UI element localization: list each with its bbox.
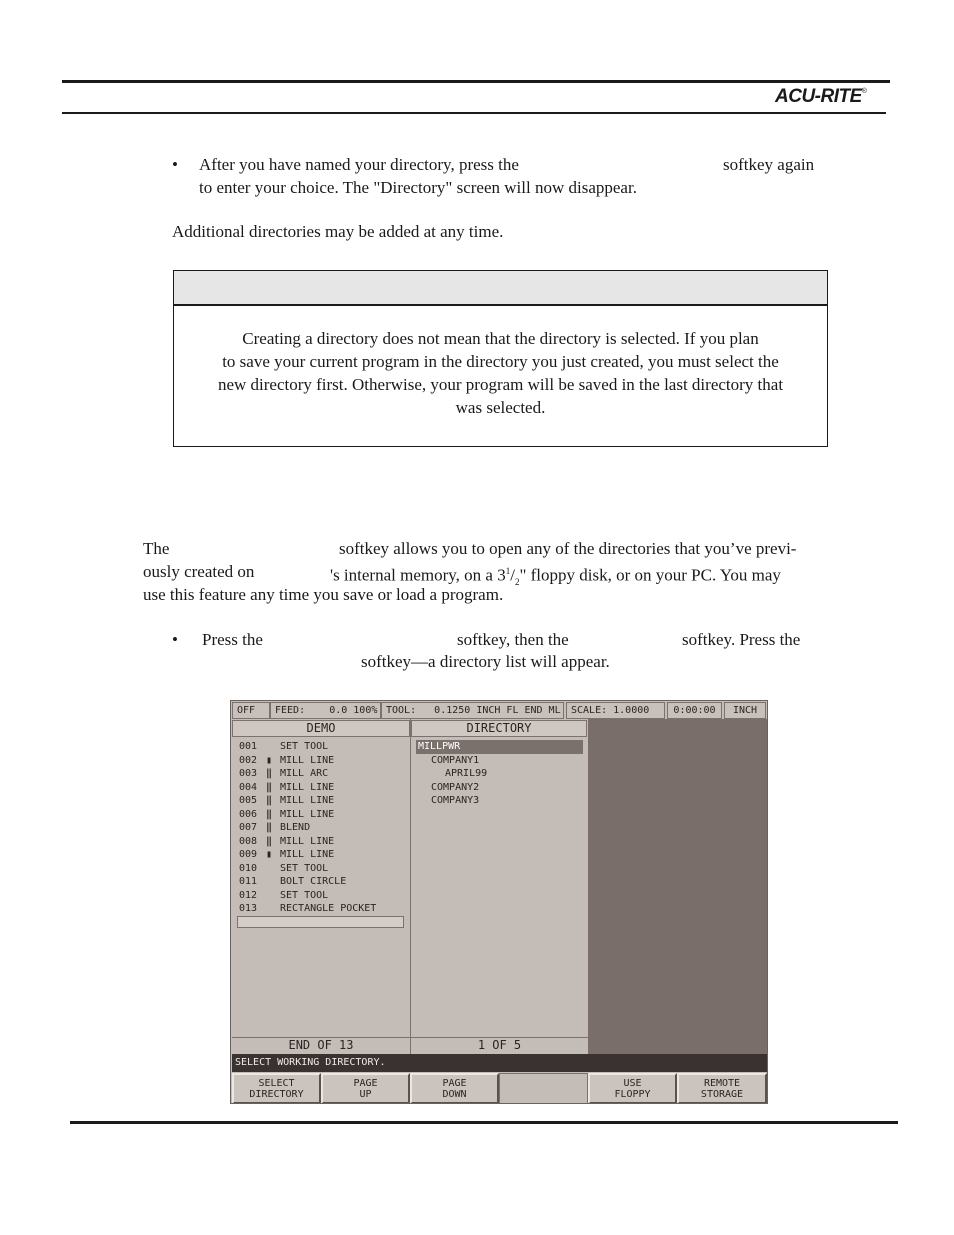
directory-item[interactable]: COMPANY3 — [431, 795, 480, 806]
program-step[interactable]: 002 ▮ MILL LINE — [239, 754, 335, 766]
tool-readout: TOOL: 0.1250 INCH FL END ML — [381, 702, 564, 719]
directory-item[interactable]: COMPANY2 — [431, 781, 480, 793]
timer-readout: 0:00:00 — [667, 702, 722, 719]
millpwr-screen — [230, 700, 768, 1104]
program-step[interactable]: 010 SET TOOL — [239, 862, 329, 874]
program-step[interactable]: 003 ‖ MILL ARC — [239, 768, 329, 779]
para3-l1b: softkey allows you to open any of the directories that you’ve previ- — [339, 539, 797, 558]
bullet: • — [172, 155, 178, 174]
note-header — [174, 271, 827, 306]
para3-l2a: ously created on — [143, 562, 255, 581]
program-step[interactable]: 001 SET TOOL — [239, 741, 329, 752]
para1-line2: to enter your choice. The "Directory" screen will now disappear. — [199, 178, 637, 197]
note-line: was selected. — [455, 398, 546, 417]
remote-storage-softkey[interactable]: REMOTE STORAGE — [677, 1073, 767, 1104]
note-line: new directory first. Otherwise, your program will be saved in the last directory that — [217, 375, 784, 394]
program-step[interactable]: 011 BOLT CIRCLE — [239, 876, 347, 887]
program-step[interactable]: 004 ‖ MILL LINE — [239, 781, 335, 793]
program-step[interactable]: 012 SET TOOL — [239, 889, 329, 901]
program-count: END OF 13 — [232, 1037, 410, 1053]
page-down-softkey[interactable]: PAGE DOWN — [410, 1073, 499, 1104]
select-directory-softkey[interactable]: SELECT DIRECTORY — [232, 1073, 321, 1104]
para4-l1b: softkey, then the — [457, 630, 569, 649]
units-readout: INCH — [724, 702, 766, 719]
bullet: • — [172, 630, 178, 649]
message-bar: SELECT WORKING DIRECTORY. — [232, 1054, 768, 1072]
blank-softkey[interactable] — [499, 1073, 588, 1104]
para3-l1a: The — [143, 539, 170, 558]
program-title: DEMO — [232, 720, 410, 737]
mode-indicator: OFF — [232, 702, 270, 719]
para2: Additional directories may be added at any time. — [172, 222, 504, 241]
use-floppy-softkey[interactable]: USE FLOPPY — [588, 1073, 677, 1104]
directory-count: 1 OF 5 — [411, 1037, 588, 1053]
panel-divider — [410, 719, 411, 1054]
empty-pane — [588, 719, 768, 1054]
program-step[interactable]: 013 RECTANGLE POCKET — [239, 903, 377, 914]
program-step[interactable]: 005 ‖ MILL LINE — [239, 795, 335, 806]
directory-item[interactable]: APRIL99 — [445, 768, 488, 779]
para4-l1c: softkey. Press the — [682, 630, 801, 649]
program-step[interactable]: 006 ‖ MILL LINE — [239, 808, 335, 820]
directory-item-selected[interactable]: MILLPWR — [416, 740, 583, 754]
note-box — [173, 270, 828, 447]
note-body — [174, 306, 827, 419]
directory-item[interactable]: COMPANY1 — [431, 754, 480, 766]
status-bar — [232, 702, 768, 719]
para4-l2: softkey—a directory list will appear. — [361, 652, 610, 671]
para1-line1b: softkey again — [723, 155, 815, 174]
program-step[interactable]: 007 ‖ BLEND — [239, 822, 311, 833]
note-line: Creating a directory does not mean that the directory is selected. If you plan — [242, 329, 759, 348]
page-up-softkey[interactable]: PAGE UP — [321, 1073, 410, 1104]
note-line: to save your current program in the directory you just created, you must select the — [222, 352, 779, 371]
para1-line1a: After you have named your directory, press the — [199, 155, 519, 174]
scale-readout: SCALE: 1.0000 — [566, 702, 665, 719]
para3-l2b: 's internal memory, on a $3^1/_2$" floppy disk, or on your PC. You may — [330, 565, 781, 588]
program-step[interactable]: 009 ▮ MILL LINE — [239, 849, 335, 860]
feed-readout: FEED: 0.0 100% — [270, 702, 381, 719]
footer-rule — [70, 1121, 898, 1124]
new-step-slot[interactable] — [237, 916, 404, 928]
program-step[interactable]: 008 ‖ MILL LINE — [239, 835, 335, 847]
header-top-rule — [62, 80, 890, 83]
header-bottom-rule — [62, 112, 886, 114]
para3-l3: use this feature any time you save or load a program. — [143, 585, 504, 604]
directory-title: DIRECTORY — [411, 720, 587, 737]
para4-l1a: Press the — [202, 630, 263, 649]
acu-rite-logo: ACU-RITE® — [775, 86, 867, 107]
